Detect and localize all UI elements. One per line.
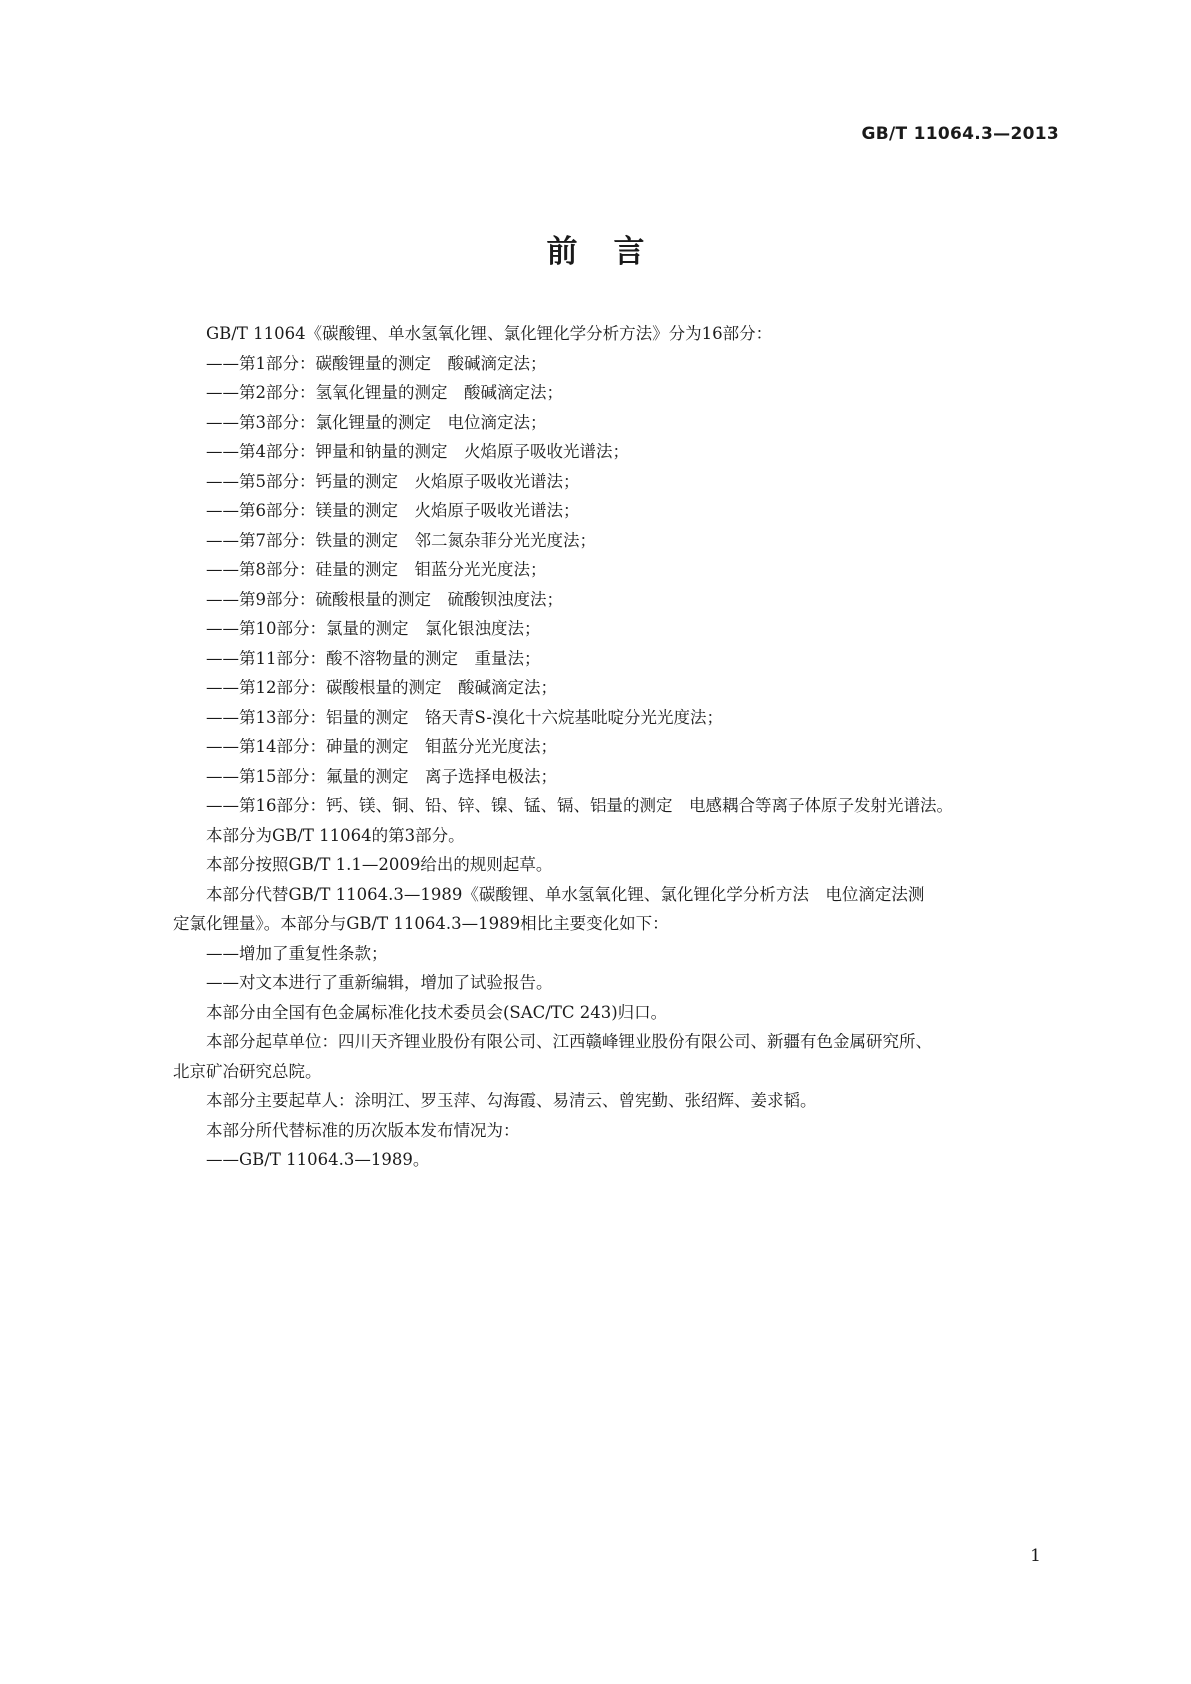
part-item-10: ——第10部分：氯量的测定 氯化银浊度法； [206, 619, 541, 638]
history-intro-paragraph: 本部分所代替标准的历次版本发布情况为： [206, 1120, 520, 1140]
part-item-12: ——第12部分：碳酸根量的测定 酸碱滴定法； [206, 678, 557, 697]
part-item-5: ——第5部分：钙量的测定 火焰原子吸收光谱法； [206, 471, 580, 491]
history-item-1: ——GB/T 11064.3—1989。 [206, 1150, 430, 1169]
foreword-body [173, 319, 1053, 1175]
drafting-units-line1: 本部分起草单位：四川天齐锂业股份有限公司、江西赣峰锂业股份有限公司、新疆有色金属研究所、 [206, 1032, 932, 1051]
drafters-paragraph: 本部分主要起草人：涂明江、罗玉萍、勾海霞、易清云、曾宪勤、张绍辉、姜求韬。 [206, 1091, 817, 1110]
part-item-1: ——第1部分：碳酸锂量的测定 酸碱滴定法； [206, 353, 547, 373]
drafting-units-line2: 北京矿冶研究总院。 [173, 1061, 322, 1081]
part-item-15: ——第15部分：氟量的测定 离子选择电极法； [206, 766, 557, 786]
part-item-14: ——第14部分：砷量的测定 钼蓝分光光度法； [206, 737, 557, 756]
page-number: 1 [1030, 1546, 1041, 1566]
intro-paragraph: GB/T 11064《碳酸锂、单水氢氧化锂、氯化锂化学分析方法》分为16部分： [206, 324, 773, 343]
part-item-11: ——第11部分：酸不溶物量的测定 重量法； [206, 648, 541, 668]
page-title: 前言 [546, 234, 681, 270]
change-item-2: ——对文本进行了重新编辑，增加了试验报告。 [206, 973, 553, 992]
part-item-16: ——第16部分：钙、镁、铜、铅、锌、镍、锰、镉、铝量的测定 电感耦合等离子体原子发射光谱法。 [206, 796, 953, 815]
change-item-1: ——增加了重复性条款； [206, 943, 388, 963]
part-item-7: ——第7部分：铁量的测定 邻二氮杂菲分光光度法； [206, 530, 596, 550]
part-of-paragraph: 本部分为GB/T 11064的第3部分。 [206, 825, 465, 845]
replaces-paragraph-line1: 本部分代替GB/T 11064.3—1989《碳酸锂、单水氢氧化锂、氯化锂化学分析方法 电位滴定法测 [206, 884, 925, 904]
replaces-paragraph-line2: 定氯化锂量》。本部分与GB/T 11064.3—1989相比主要变化如下： [173, 914, 669, 933]
standard-code: GB/T 11064.3—2013 [861, 124, 1059, 144]
committee-paragraph: 本部分由全国有色金属标准化技术委员会(SAC/TC 243)归口。 [206, 1002, 668, 1022]
part-item-8: ——第8部分：硅量的测定 钼蓝分光光度法； [206, 560, 547, 579]
part-item-4: ——第4部分：钾量和钠量的测定 火焰原子吸收光谱法； [206, 442, 629, 461]
part-item-6: ——第6部分：镁量的测定 火焰原子吸收光谱法； [206, 501, 580, 520]
part-item-13: ——第13部分：铝量的测定 铬天青S-溴化十六烷基吡啶分光光度法； [206, 707, 723, 727]
part-item-3: ——第3部分：氯化锂量的测定 电位滴定法； [206, 412, 547, 432]
part-item-2: ——第2部分：氢氧化锂量的测定 酸碱滴定法； [206, 383, 563, 402]
part-item-9: ——第9部分：硫酸根量的测定 硫酸钡浊度法； [206, 589, 563, 609]
drafting-rules-paragraph: 本部分按照GB/T 1.1—2009给出的规则起草。 [206, 855, 553, 874]
